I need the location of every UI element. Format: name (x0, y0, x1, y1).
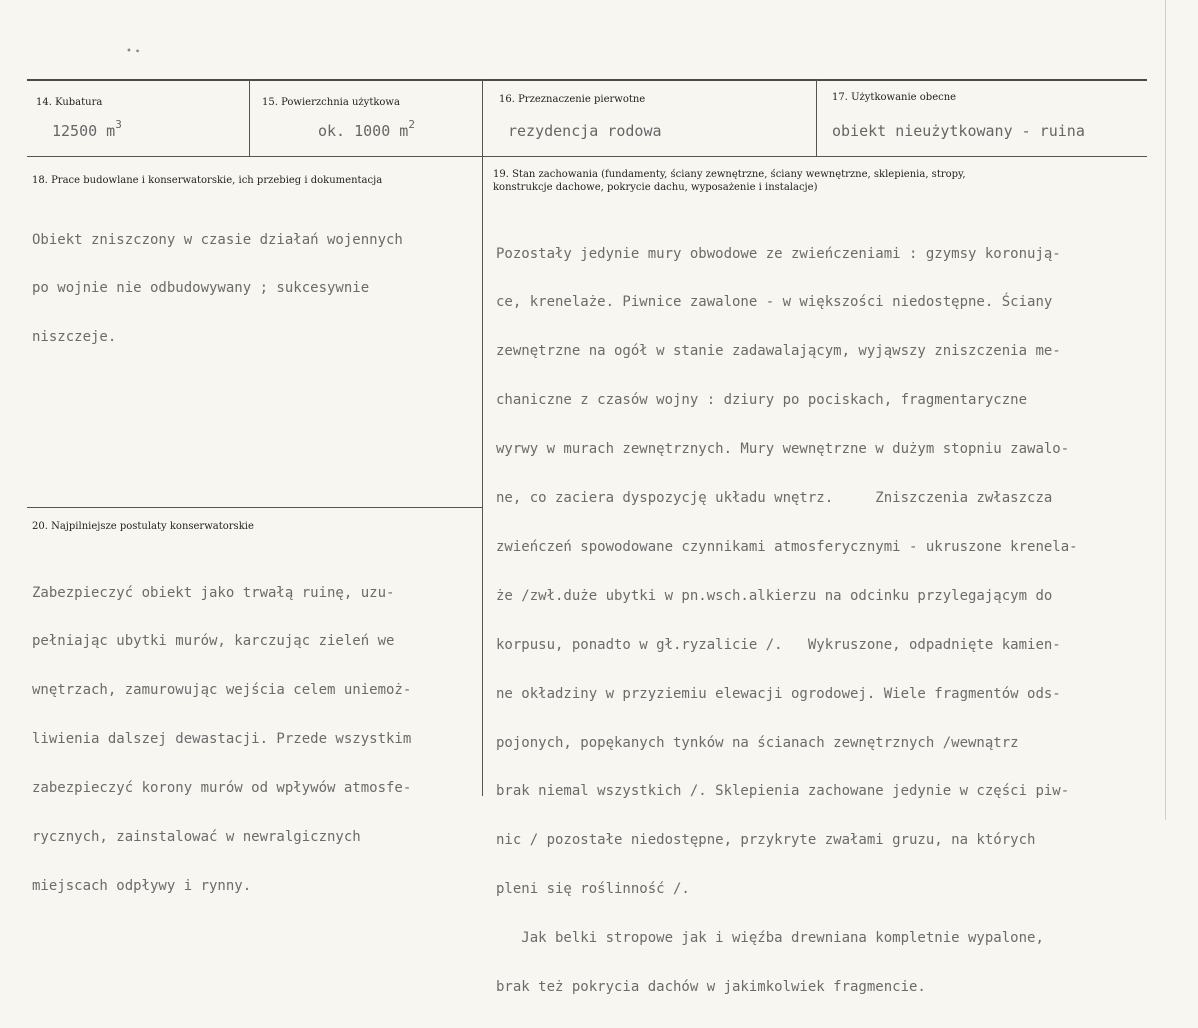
text-line: Jak belki stropowe jak i więźba drewniana kompletnie wypalone, (496, 930, 1044, 947)
field18-label: 18. Prace budowlane i konserwatorskie, ich przebieg i dokumentacja (32, 175, 383, 186)
text-line: po wojnie nie odbudowywany ; sukcesywnie (32, 280, 370, 297)
text-line: pojonych, popękanych tynków na ścianach zewnętrznych /wewnątrz (496, 734, 1019, 751)
text-line: że /zwł.duże ubytki w pn.wsch.alkierzu na odcinku przylegającym do (496, 587, 1053, 604)
text-line: Zabezpieczyć obiekt jako trwałą ruinę, uzu- (32, 584, 395, 601)
divider-center (482, 79, 483, 796)
field14-value: 12500 $m^3$ (52, 118, 122, 140)
text-line: pełniając ubytki murów, karczując zieleń we (32, 633, 395, 650)
text-line: brak niemal wszystkich /. Sklepienia zachowane jedynie w części piw- (496, 783, 1070, 800)
text-line: ce, krenelaże. Piwnice zawalone - w większości niedostępne. Ściany (496, 294, 1053, 311)
text-line: ne okładziny w przyziemiu elewacji ogrodowej. Wiele fragmentów ods- (496, 685, 1061, 702)
field19-label-line1: 19. Stan zachowania (fundamenty, ściany zewnętrzne, ściany wewnętrzne, sklepienia, stropy, (493, 169, 966, 180)
text-line: korpusu, ponadto w gł.ryzalicie /. Wykruszone, odpadnięte kamien- (496, 636, 1061, 653)
field17-value: obiekt nieużytkowany - ruina (832, 122, 1085, 140)
field20-text (32, 552, 411, 927)
text-line: wyrwy w murach zewnętrznych. Mury wewnętrzne w dużym stopniu zawalo- (496, 441, 1070, 458)
ink-speck: • ∙ (126, 46, 140, 57)
field16-value: rezydencja rodowa (508, 122, 662, 140)
text-line: nic / pozostałe niedostępne, przykryte zwałami gruzu, na których (496, 832, 1036, 849)
text-line: rycznych, zainstalować w newralgicznych (32, 829, 361, 846)
field15-value: ok. 1000 $m^2$ (318, 118, 415, 140)
text-line: chaniczne z czasów wojny : dziury po pociskach, fragmentaryczne (496, 392, 1028, 409)
paper-edge (1165, 0, 1166, 820)
divider-16-17 (816, 79, 817, 156)
field15-label: 15. Powierzchnia użytkowa (262, 97, 400, 108)
field18-text (32, 199, 403, 378)
text-line: Pozostały jedynie mury obwodowe ze zwieńczeniami : gzymsy koronują- (496, 245, 1061, 262)
text-line: Obiekt zniszczony w czasie działań wojennych (32, 231, 403, 248)
field14-label: 14. Kubatura (36, 97, 103, 108)
field19-text (496, 213, 1078, 1028)
text-line: liwienia dalszej dewastacji. Przede wszystkim (32, 731, 412, 748)
text-line: ne, co zaciera dyspozycję układu wnętrz. Zniszczenia zwłaszcza (496, 490, 1053, 507)
text-line: zewnętrzne na ogół w stanie zadawalającym, wyjąwszy zniszczenia me- (496, 343, 1061, 360)
field20-label: 20. Najpilniejsze postulaty konserwatorskie (32, 521, 254, 532)
divider-14-15 (249, 79, 250, 156)
text-line: wnętrzach, zamurowując wejścia celem uniemoż- (32, 682, 412, 699)
text-line: pleni się roślinność /. (496, 881, 690, 898)
field16-label: 16. Przeznaczenie pierwotne (499, 94, 646, 105)
text-line: brak też pokrycia dachów w jakimkolwiek fragmencie. (496, 978, 926, 995)
row1-bottom-rule (27, 156, 1147, 157)
text-line: zwieńczeń spowodowane czynnikami atmosferycznymi - ukruszone krenela- (496, 538, 1078, 555)
field17-label: 17. Użytkowanie obecne (832, 92, 957, 103)
text-line: zabezpieczyć korony murów od wpływów atmosfe- (32, 780, 412, 797)
text-line: miejscach odpływy i rynny. (32, 877, 252, 894)
top-rule (27, 79, 1147, 81)
field19-label-line2: konstrukcje dachowe, pokrycie dachu, wyposażenie i instalacje) (493, 182, 818, 193)
row18-bottom-rule (27, 507, 482, 508)
text-line: niszczeje. (32, 329, 117, 346)
